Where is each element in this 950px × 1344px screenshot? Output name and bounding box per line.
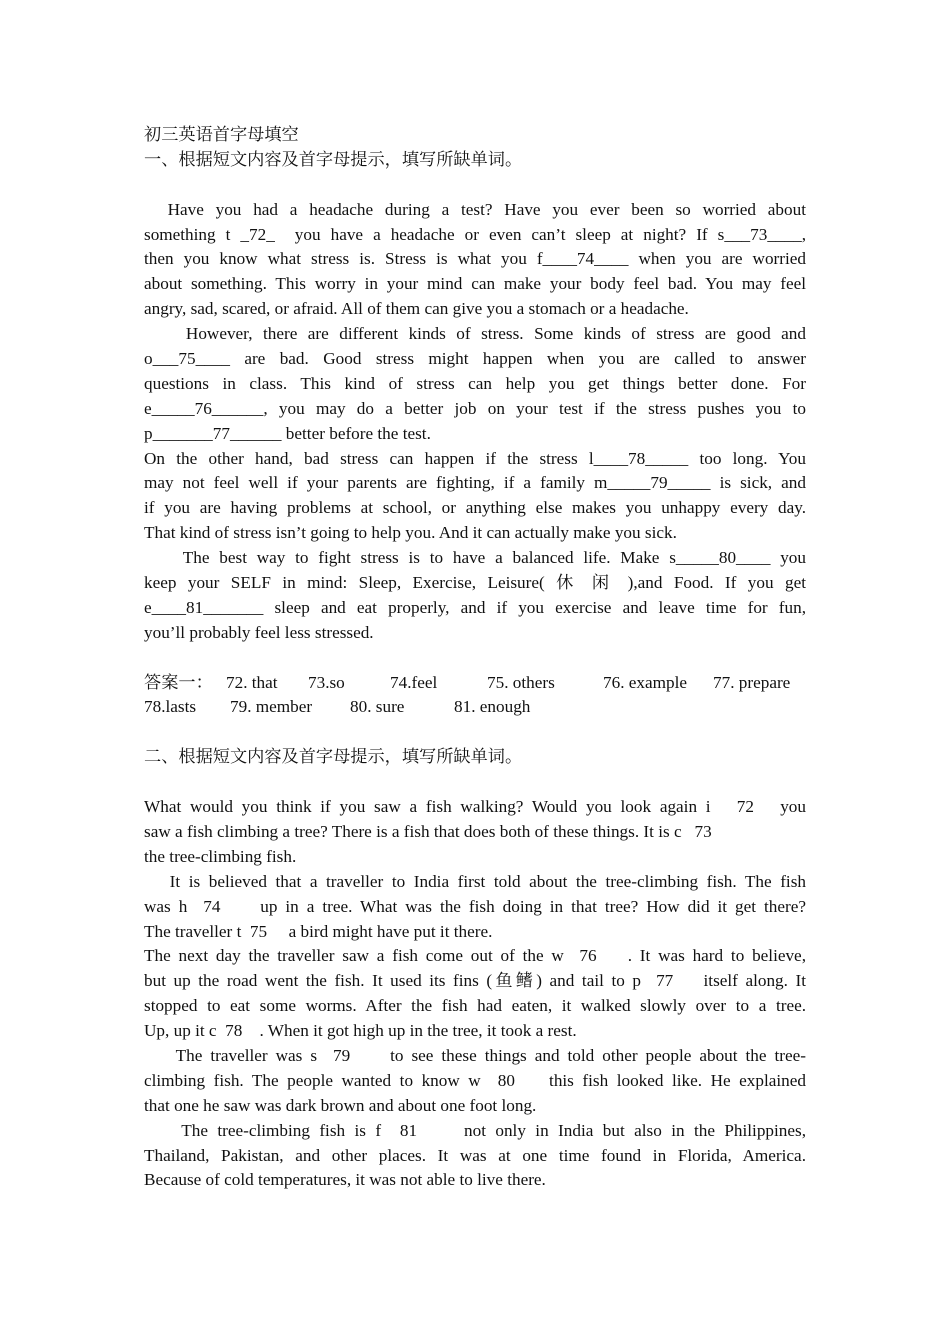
passage-line: p_______77______ better before the test. <box>144 423 431 443</box>
spacer <box>144 646 806 671</box>
passage-line: However, there are different kinds of stress. Some kinds of stress are good and <box>144 324 806 344</box>
passage-line: you’ll probably feel less stressed. <box>144 622 374 642</box>
passage-line: On the other hand, bad stress can happen if the stress l____78_____ too long. You <box>144 448 806 468</box>
passage-line: questions in class. This kind of stress can help you get things better done. For <box>144 373 806 393</box>
passage-line: The tree-climbing fish is f 81 not only in India but also in the Philippines, <box>144 1120 806 1140</box>
passage-line: Up, up it c 78 . When it got high up in the tree, it took a rest. <box>144 1021 577 1041</box>
passage-line: if you are having problems at school, or anything else makes you unhappy every day. <box>144 498 806 518</box>
answer-item: 80. sure <box>350 697 405 717</box>
answer-key-row <box>144 671 806 696</box>
spacer <box>144 720 806 745</box>
passage-line: was h 74 up in a tree. What was the fish doing in that tree? How did it get there? <box>144 896 806 916</box>
passage-line: stopped to eat some worms. After the fish had eaten, it walked slowly over to a tree. <box>144 996 806 1016</box>
section2-passage <box>144 795 806 1193</box>
section2-heading: 二、根据短文内容及首字母提示，填写所缺单词。 <box>144 747 523 767</box>
answer-item: 74.feel <box>390 672 438 692</box>
passage-line: e____81_______ sleep and eat properly, and if you exercise and leave time for fun, <box>144 597 806 617</box>
passage-line: something t _72_ you have a headache or even can’t sleep at night? If s___73____, <box>144 224 806 244</box>
answer-item: 75. others <box>487 672 555 692</box>
answer-key-row <box>144 695 806 720</box>
passage-line: That kind of stress isn’t going to help you. And it can actually make you sick. <box>144 523 677 543</box>
passage-line: Have you had a headache during a test? Have you ever been so worried about <box>144 199 806 219</box>
answer-item: 72. that <box>226 672 278 692</box>
section1-heading: 一、根据短文内容及首字母提示，填写所缺单词。 <box>144 149 523 169</box>
passage-line: about something. This worry in your mind can make your body feel bad. You may feel <box>144 274 806 294</box>
passage-line: It is believed that a traveller to India first told about the tree-climbing fish. The fish <box>144 871 806 891</box>
passage-line: angry, sad, scared, or afraid. All of them can give you a stomach or a headache. <box>144 299 689 319</box>
answer-item: 78.lasts <box>144 697 197 717</box>
answer-item: 73.so <box>308 672 345 692</box>
passage-line: saw a fish climbing a tree? There is a fish that does both of these things. It is c 73 <box>144 821 712 841</box>
spacer <box>144 173 806 198</box>
spacer <box>144 770 806 795</box>
passage-line: The best way to fight stress is to have a balanced life. Make s_____80____ you <box>144 548 806 568</box>
document-page <box>144 123 806 1193</box>
answer-item: 76. example <box>603 672 687 692</box>
answer-key-label: 答案一： <box>144 672 213 692</box>
answer-item: 77. prepare <box>713 672 791 692</box>
answer-item: 79. member <box>230 697 313 717</box>
passage-line: The next day the traveller saw a fish come out of the w 76 . It was hard to believe, <box>144 946 806 966</box>
passage-line: Thailand, Pakistan, and other places. It was at one time found in Florida, America. <box>144 1145 806 1165</box>
passage-line: but up the road went the fish. It used its fins (鱼鳍) and tail to p 77 itself along. It <box>144 971 806 991</box>
passage-line: may not feel well if your parents are fighting, if a family m_____79_____ is sick, and <box>144 473 806 493</box>
document-title: 初三英语首字母填空 <box>144 125 299 144</box>
passage-line: The traveller t 75 a bird might have put it there. <box>144 921 493 941</box>
section1-passage <box>144 198 806 646</box>
answer-item: 81. enough <box>454 697 531 717</box>
passage-line: that one he saw was dark brown and about one foot long. <box>144 1095 537 1115</box>
passage-line: The traveller was s 79 to see these things and told other people about the tree- <box>144 1045 806 1065</box>
passage-line: Because of cold temperatures, it was not able to live there. <box>144 1170 546 1190</box>
passage-line: then you know what stress is. Stress is what you f____74____ when you are worried <box>144 249 806 269</box>
passage-line: keep your SELF in mind: Sleep, Exercise, Leisure( 休 闲 ),and Food. If you get <box>144 573 806 593</box>
passage-line: the tree-climbing fish. <box>144 846 297 866</box>
passage-line: o___75____ are bad. Good stress might happen when you are called to answer <box>144 349 806 369</box>
passage-line: climbing fish. The people wanted to know w 80 this fish looked like. He explained <box>144 1070 806 1090</box>
passage-line: What would you think if you saw a fish walking? Would you look again i 72 you <box>144 797 806 817</box>
passage-line: e_____76______, you may do a better job on your test if the stress pushes you to <box>144 398 806 418</box>
